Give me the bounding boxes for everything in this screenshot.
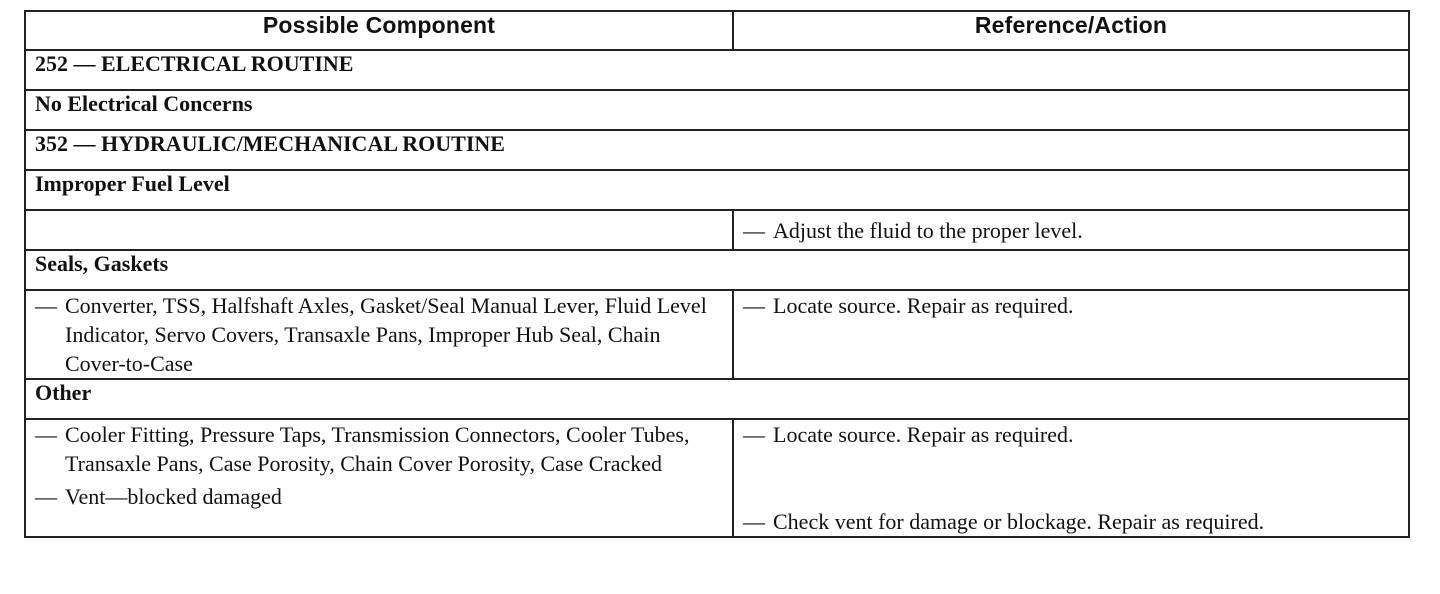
section-row (25, 130, 1409, 170)
seals-gaskets: Seals, Gaskets (25, 250, 1409, 290)
no-electrical-concerns: No Electrical Concerns (25, 90, 1409, 130)
improper-fuel-level: Improper Fuel Level (25, 170, 1409, 210)
section-row (25, 170, 1409, 210)
section-352-hydraulic-mechanical-routine: 352 — HYDRAULIC/MECHANICAL ROUTINE (25, 130, 1409, 170)
dash: — (35, 484, 57, 509)
action-cell (733, 210, 1409, 250)
dash: — (743, 509, 765, 534)
component-item (35, 482, 723, 511)
section-252-electrical-routine: 252 — ELECTRICAL ROUTINE (25, 50, 1409, 90)
header-row (25, 11, 1409, 50)
dash: — (743, 422, 765, 447)
other-component-text-2: Vent—blocked damaged (65, 484, 282, 509)
section-row (25, 379, 1409, 419)
table-row (25, 419, 1409, 537)
action-cell (733, 290, 1409, 379)
dash: — (743, 293, 765, 318)
seals-component-text: Converter, TSS, Halfshaft Axles, Gasket/Seal Manual Lever, Fluid Level Indicator, Servo Covers, Transaxle Pans, Improper Hub Seal, Chain Cover-to-Case (65, 293, 707, 376)
component-cell (25, 290, 733, 379)
header-reference-action: Reference/Action (733, 11, 1409, 50)
other-component-text-1: Cooler Fitting, Pressure Taps, Transmission Connectors, Cooler Tubes, Transaxle Pans, Case Porosity, Chain Cover Porosity, Case Cracked (65, 422, 690, 476)
section-row (25, 90, 1409, 130)
table-row (25, 290, 1409, 379)
fuel-action-text: Adjust the fluid to the proper level. (773, 217, 1083, 243)
component-item (35, 420, 723, 478)
other-action-text-1: Locate source. Repair as required. (773, 422, 1074, 447)
spacer (743, 449, 1399, 507)
empty-component-cell (25, 210, 733, 250)
action-item (743, 216, 1399, 245)
other-action-text-2: Check vent for damage or blockage. Repair as required. (773, 509, 1265, 534)
section-row (25, 50, 1409, 90)
component-cell (25, 419, 733, 537)
action-cell (733, 419, 1409, 537)
dash: — (35, 293, 57, 318)
dash: — (743, 217, 765, 243)
other: Other (25, 379, 1409, 419)
action-item (743, 291, 1399, 320)
header-possible-component: Possible Component (25, 11, 733, 50)
diagnosis-table (24, 10, 1410, 538)
section-row (25, 250, 1409, 290)
dash: — (35, 422, 57, 447)
table-row (25, 210, 1409, 250)
component-item (35, 291, 723, 378)
action-item (743, 507, 1399, 536)
seals-action-text: Locate source. Repair as required. (773, 293, 1074, 318)
action-item (743, 420, 1399, 449)
